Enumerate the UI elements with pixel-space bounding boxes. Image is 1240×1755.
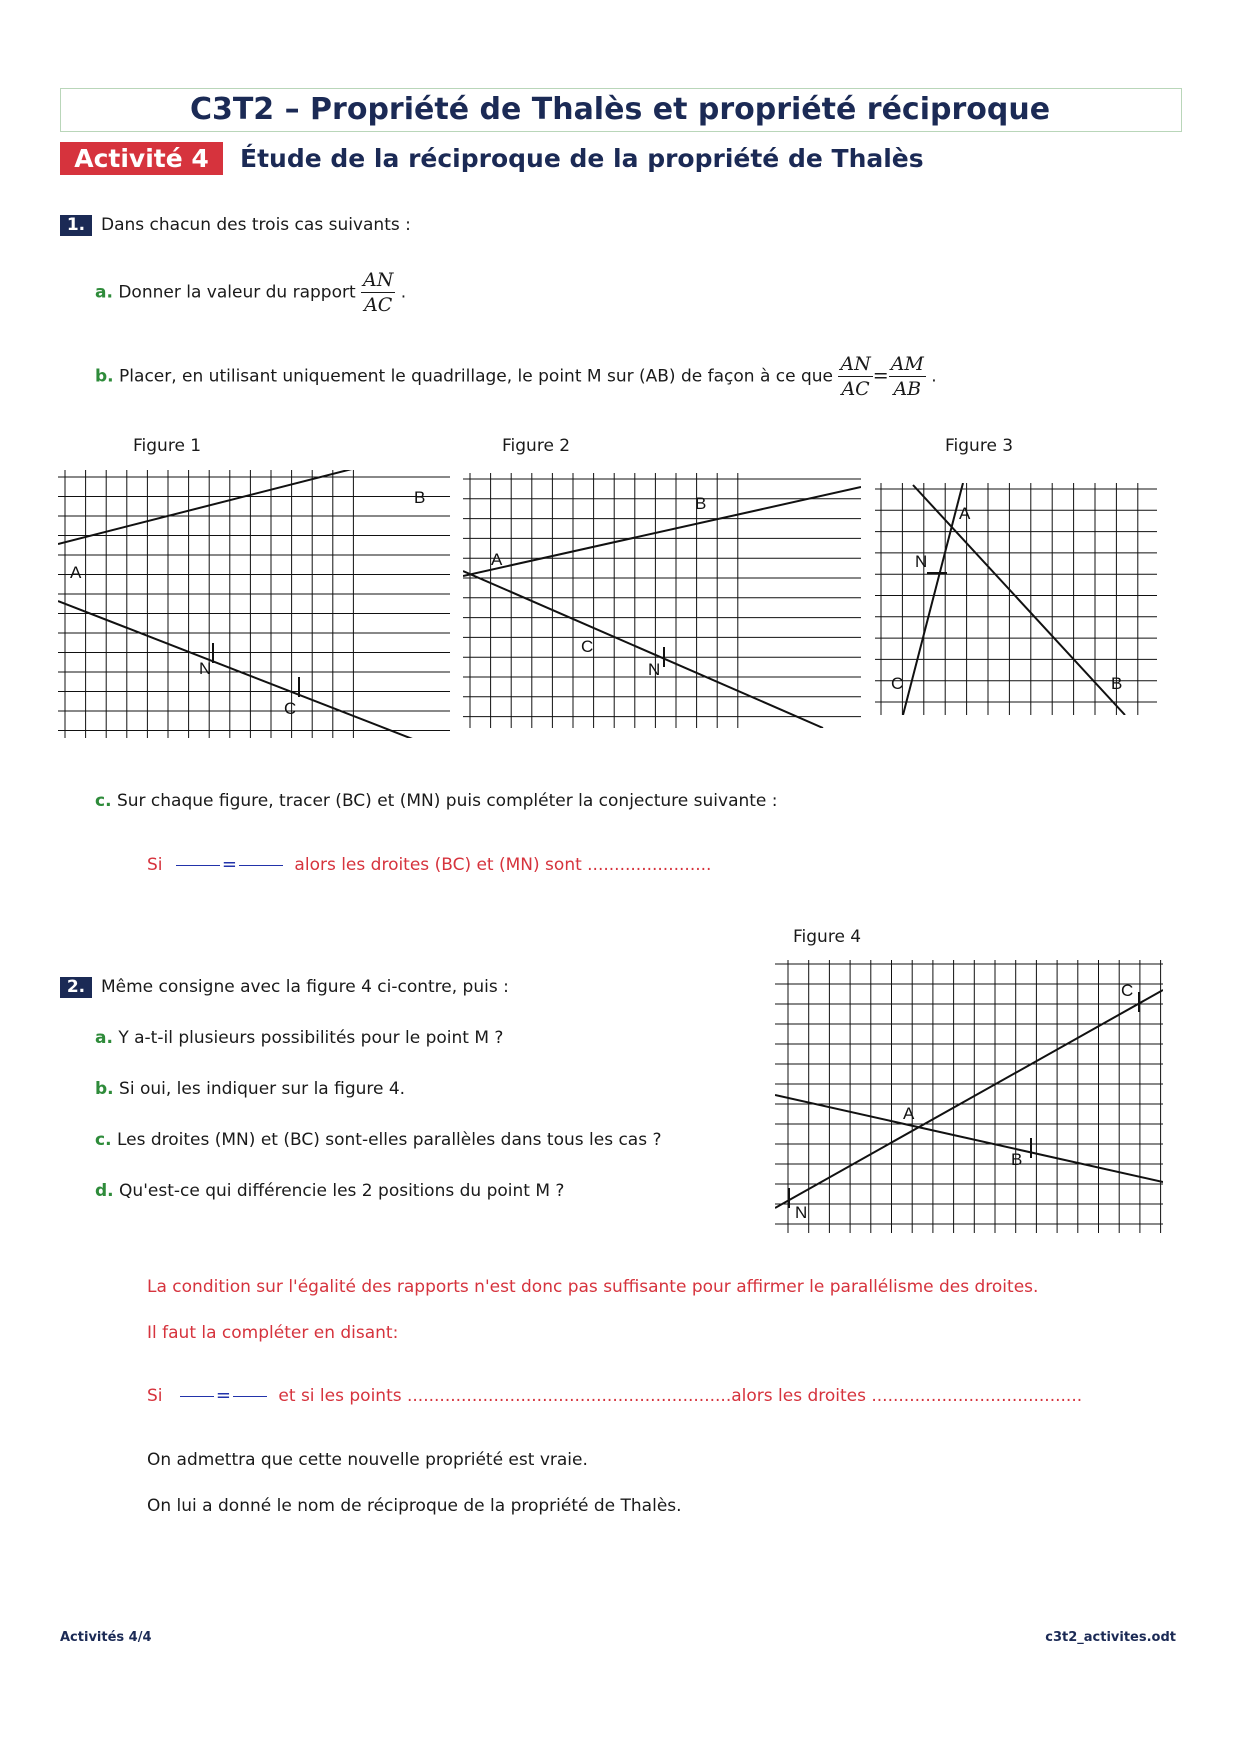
fraction-an-ac-2: $\frac{AN}{AC}$ — [840, 353, 871, 400]
conjecture-blank-2[interactable] — [239, 865, 283, 866]
figure-4-label-a: A — [903, 1104, 915, 1123]
q1a-line: a. Donner la valeur du rapport $\frac{AN}{AC}$ . — [95, 269, 407, 316]
page-title: C3T2 – Propriété de Thalès et propriété réciproque — [189, 92, 1051, 127]
activity-title: Étude de la réciproque de la propriété de Thalès — [240, 144, 924, 173]
figure-4 — [775, 960, 1163, 1233]
figure-4-label-c: C — [1121, 981, 1134, 1000]
q1c-letter: c. — [95, 791, 112, 811]
q1a-text: Donner la valeur du rapport — [118, 282, 356, 303]
fraction-am-ab: $\frac{AM}{AB}$ — [890, 353, 924, 400]
q1c-line — [95, 790, 778, 812]
conclusion-blank-2[interactable] — [233, 1396, 267, 1397]
figure-1 — [58, 470, 450, 738]
question-2-number: 2. — [60, 977, 92, 998]
q2d-line: d. Qu'est-ce qui différencie les 2 positions du point M ? — [95, 1181, 565, 1201]
activity-badge: Activité 4 — [60, 142, 223, 175]
figure-3 — [875, 483, 1157, 715]
figure-2-label-n: N — [648, 660, 661, 679]
figure-2-title: Figure 2 — [502, 436, 571, 456]
figure-1-line-ab — [58, 470, 450, 544]
figure-2-label-a: A — [491, 550, 503, 569]
conclusion-line-1: La condition sur l'égalité des rapports n'est donc pas suffisante pour affirmer le parallélisme des droites. — [147, 1277, 1039, 1297]
conjecture-blank-1[interactable] — [176, 865, 220, 866]
footer-right: c3t2_activites.odt — [1045, 1630, 1176, 1645]
q2b-line: b. Si oui, les indiquer sur la figure 4. — [95, 1079, 406, 1099]
conclusion-line-2: Il faut la compléter en disant: — [147, 1323, 399, 1343]
figure-2 — [463, 473, 861, 728]
figure-2-label-c: C — [581, 637, 594, 656]
question-2-intro: Même consigne avec la figure 4 ci-contre, puis : — [101, 977, 509, 997]
figure-4-label-b: B — [1011, 1150, 1023, 1169]
figure-1-label-c: C — [284, 699, 297, 718]
q2c-line: c. Les droites (MN) et (BC) sont-elles parallèles dans tous les cas ? — [95, 1130, 662, 1150]
figure-3-label-a: A — [959, 504, 971, 523]
question-1-number: 1. — [60, 215, 92, 236]
figure-1-grid — [58, 470, 450, 738]
figure-1-line-ac — [58, 601, 428, 738]
figure-4-label-n: N — [795, 1203, 808, 1222]
figure-4-line-ab — [775, 1095, 1163, 1182]
figure-2-line-ab — [463, 487, 861, 576]
conclusion-rest: et si les points ............................................................alors les droites ....................................... — [278, 1386, 1083, 1406]
conclusion-blank-1[interactable] — [180, 1396, 214, 1397]
q1a-letter: a. — [95, 282, 113, 303]
q1b-line: b. Placer, en utilisant uniquement le quadrillage, le point M sur (AB) de façon à ce que $\frac{AN}{AC}$ = $\frac{AM}{AB}$ . — [95, 353, 937, 400]
figure-1-label-a: A — [70, 563, 82, 582]
q1b-letter: b. — [95, 366, 114, 387]
figure-4-line-nc — [775, 990, 1163, 1208]
figure-1-title: Figure 1 — [133, 436, 202, 456]
conclusion-line-4: On admettra que cette nouvelle propriété est vraie. — [147, 1450, 588, 1470]
conclusion-line-3: Si = et si les points ............................................................alors les droites ....................................... — [147, 1385, 1083, 1406]
figure-2-grid — [463, 473, 861, 728]
conjecture-line: Si = alors les droites (BC) et (MN) sont ....................... — [147, 854, 712, 875]
fraction-an-ac: $\frac{AN}{AC}$ — [363, 269, 394, 316]
conclusion-line-5: On lui a donné le nom de réciproque de la propriété de Thalès. — [147, 1496, 682, 1516]
figure-4-grid — [775, 960, 1163, 1233]
q1c-text: Sur chaque figure, tracer (BC) et (MN) puis compléter la conjecture suivante : — [116, 791, 778, 811]
figure-1-label-n: N — [199, 659, 212, 678]
q1b-text: Placer, en utilisant uniquement le quadrillage, le point M sur (AB) de façon à ce que — [119, 366, 833, 387]
q2a-line: a. Y a-t-il plusieurs possibilités pour le point M ? — [95, 1028, 504, 1048]
figure-1-label-b: B — [414, 488, 426, 507]
figure-2-line-ac — [463, 571, 823, 728]
figure-3-label-b: B — [1111, 674, 1123, 693]
question-1-intro: Dans chacun des trois cas suivants : — [101, 215, 411, 235]
figure-3-label-c: C — [891, 674, 904, 693]
figure-4-title: Figure 4 — [793, 927, 862, 947]
figure-3-title: Figure 3 — [945, 436, 1014, 456]
footer-left: Activités 4/4 — [60, 1630, 152, 1645]
conjecture-rest: alors les droites (BC) et (MN) sont ....................... — [294, 855, 712, 875]
figure-2-label-b: B — [695, 494, 707, 513]
figure-3-label-n: N — [915, 552, 928, 571]
